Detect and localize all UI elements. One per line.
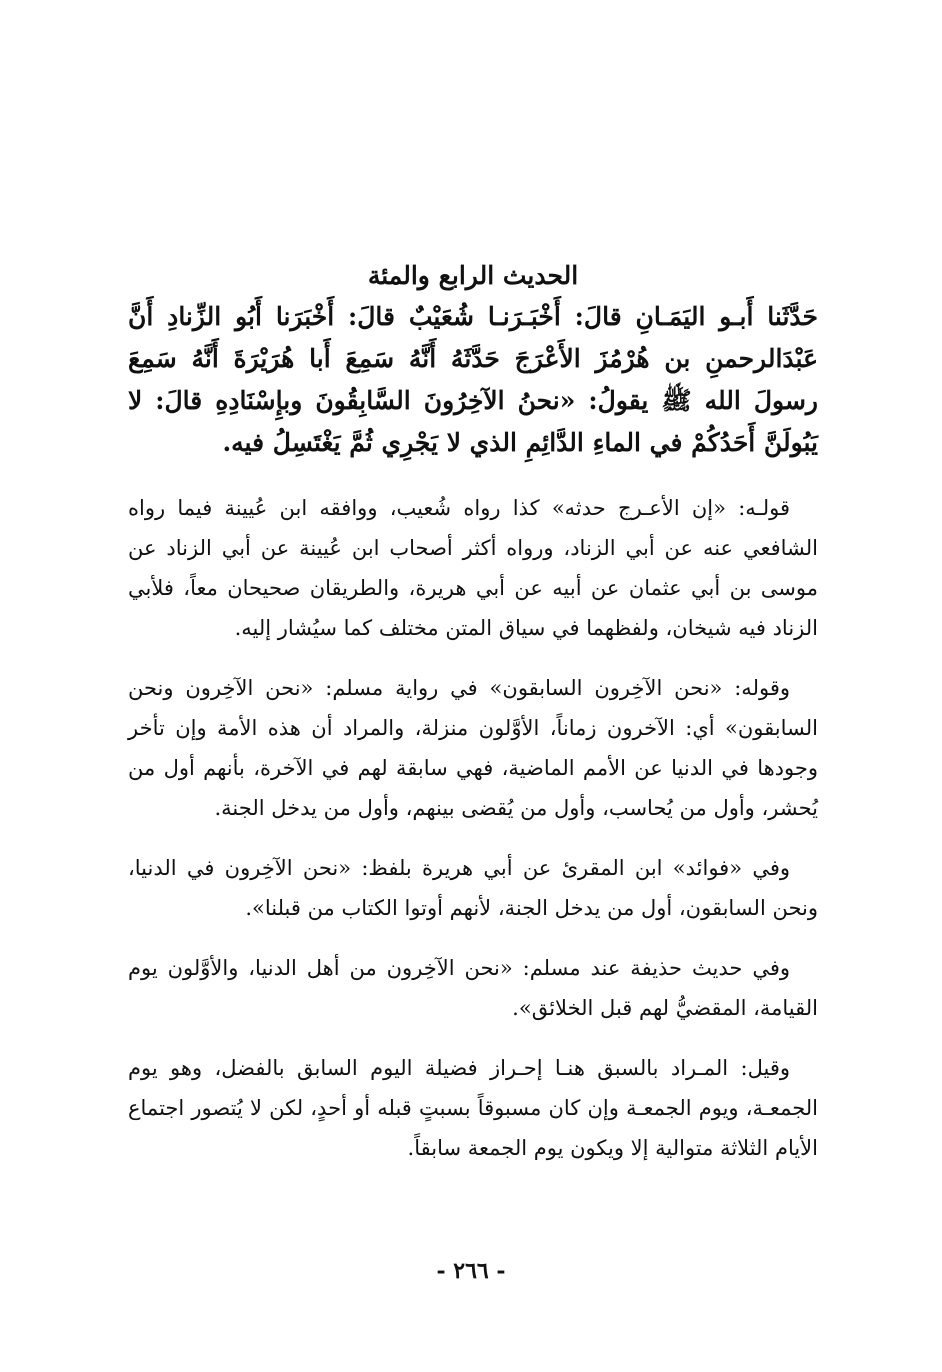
commentary-paragraph-2: وقوله: «نحن الآخِرون السابقون» في رواية مسلم: «نحن الآخِرون ونحن السابقون» أي: الآخرون زماناً، الأوَّلون منزلة، والمراد أن هذه الأمة وإن تأخر وجودها في الدنيا عن الأمم الماضية، فهي سابقة لهم في الآخرة، بأنهم أول من يُحشر، وأول من يُحاسب، وأول من يُقضى بينهم، وأول من يدخل الجنة.	[128, 676, 818, 820]
page-body	[128, 258, 818, 1188]
commentary-paragraph-4: وفي حديث حذيفة عند مسلم: «نحن الآخِرون من أهل الدنيا، والأوَّلون يوم القيامة، المقضيُّ لهم قبل الخلائق».	[128, 956, 818, 1020]
commentary-paragraph-5: وقيل: المـراد بالسبق هنـا إحـراز فضيلة اليوم السابق بالفضل، وهو يوم الجمعـة، ويوم الجمعـة وإن كان مسبوقاً بسبتٍ قبله أو أحدٍ، لكن لا يُتصور اجتماع الأيام الثلاثة متوالية إلا ويكون يوم الجمعة سابقاً.	[128, 1056, 818, 1160]
page-number: - ٢٦٦ -	[436, 1258, 506, 1284]
hadith-text: حَدَّثَنا أَبـو اليَمَـانِ قالَ: أَخْبَـرَنـا شُعَيْبٌ قالَ: أَخْبَرَنا أَبُو الزِّنادِ أَنَّ عَبْدَالرحمنِ بن هُرْمُزَ الأَعْرَجَ حَدَّثَهُ أَنَّهُ سَمِعَ أَبا هُرَيْرَةَ أَنَّهُ سَمِعَ رسولَ الله ﷺ يقولُ: «نحنُ الآخِرُونَ السَّابِقُونَ وبإِسْنَادِهِ قالَ: لا يَبُولَنَّ أَحَدُكُمْ في الماءِ الدَّائِمِ الذي لا يَجْرِي ثُمَّ يَغْتَسِلُ فيه.	[128, 302, 818, 457]
commentary-paragraph-1: قولـه: «إن الأعـرج حدثه» كذا رواه شُعيب، ووافقه ابن عُيينة فيما رواه الشافعي عنه عن أبي الزناد، ورواه أكثر أصحاب ابن عُيينة عن أبي الزناد عن موسى بن أبي عثمان عن أبيه عن أبي هريرة، والطريقان صحيحان معاً، فلأبي الزناد فيه شيخان، ولفظهما في سياق المتن مختلف كما سيُشار إليه.	[128, 496, 818, 640]
commentary-paragraph-3: وفي «فوائد» ابن المقرئ عن أبي هريرة بلفظ: «نحن الآخِرون في الدنيا، ونحن السابقون، أول من يدخل الجنة، لأنهم أوتوا الكتاب من قبلنا».	[128, 856, 818, 920]
hadith-title: الحديث الرابع والمئة	[367, 261, 579, 290]
